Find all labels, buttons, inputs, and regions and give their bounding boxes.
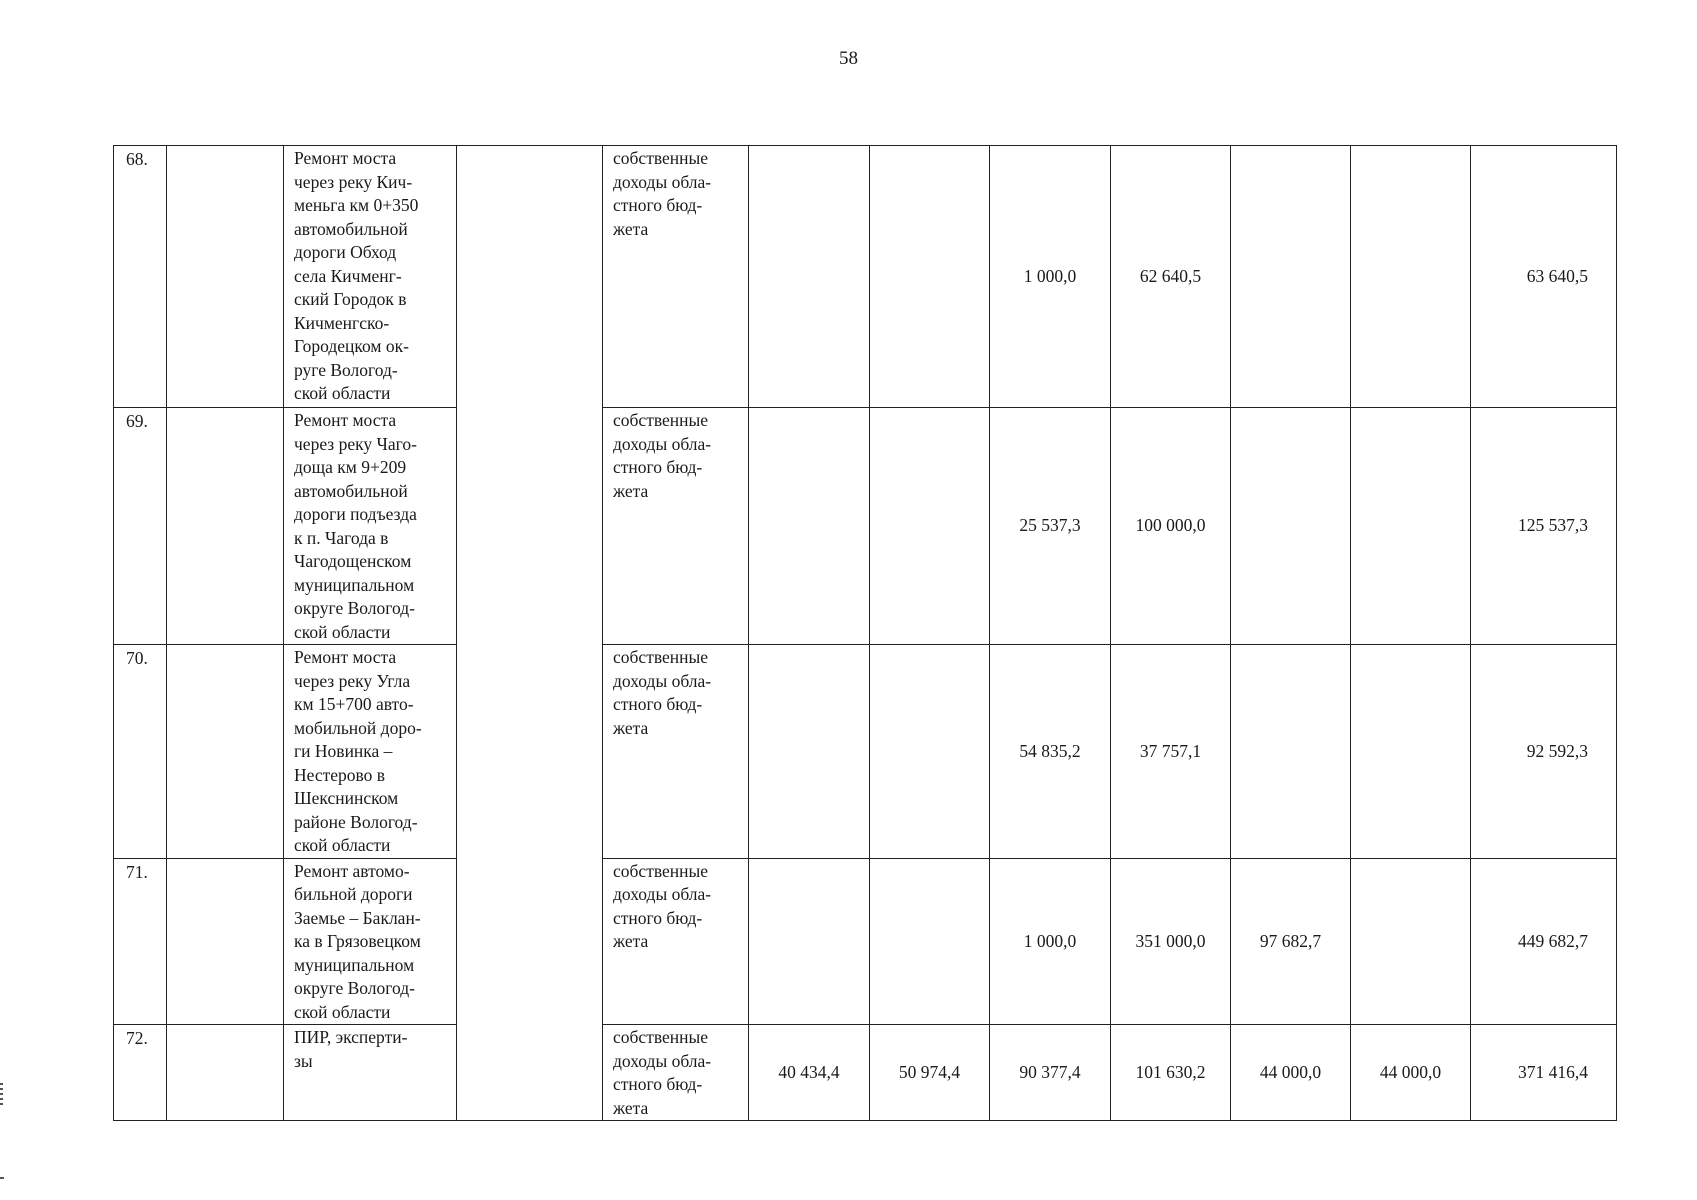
project-name: Ремонт моста через реку Кич- меньга км 0+350 автомобильной дороги Обход села Кичменг- ский Городок в Кичменгско- Городецком ок- руге Вологод- ской области bbox=[284, 146, 457, 408]
value-cell: 1 000,0 bbox=[990, 858, 1111, 1025]
value-cell: 101 630,2 bbox=[1111, 1025, 1231, 1121]
total-cell: 371 416,4 bbox=[1471, 1025, 1617, 1121]
table-row bbox=[114, 408, 1617, 645]
page-number: 58 bbox=[839, 48, 858, 69]
table-row bbox=[114, 146, 1617, 408]
value-cell: 100 000,0 bbox=[1111, 408, 1231, 645]
value-cell: 50 974,4 bbox=[870, 1025, 990, 1121]
value-cell: 90 377,4 bbox=[990, 1025, 1111, 1121]
value-cell bbox=[749, 858, 870, 1025]
budget-table bbox=[113, 145, 1617, 1121]
value-cell bbox=[1231, 408, 1351, 645]
value-cell bbox=[1351, 858, 1471, 1025]
row-number: 68. bbox=[114, 146, 167, 408]
scan-artifact bbox=[0, 1083, 3, 1105]
table-row bbox=[114, 645, 1617, 859]
project-name: Ремонт моста через реку Угла км 15+700 авто- мобильной доро- ги Новинка – Нестерово в Шекснинском районе Вологод- ской области bbox=[284, 645, 457, 859]
table-row bbox=[114, 1025, 1617, 1121]
value-cell: 97 682,7 bbox=[1231, 858, 1351, 1025]
total-cell: 92 592,3 bbox=[1471, 645, 1617, 859]
value-cell bbox=[749, 645, 870, 859]
scan-artifact bbox=[0, 1177, 4, 1179]
funding-source: собственные доходы обла- стного бюд- жета bbox=[603, 858, 749, 1025]
value-cell: 62 640,5 bbox=[1111, 146, 1231, 408]
value-cell bbox=[1231, 146, 1351, 408]
value-cell: 25 537,3 bbox=[990, 408, 1111, 645]
value-cell: 1 000,0 bbox=[990, 146, 1111, 408]
row-number: 72. bbox=[114, 1025, 167, 1121]
funding-source: собственные доходы обла- стного бюд- жета bbox=[603, 146, 749, 408]
value-cell bbox=[870, 146, 990, 408]
value-cell: 351 000,0 bbox=[1111, 858, 1231, 1025]
project-name: Ремонт автомо- бильной дороги Заемье – Баклан- ка в Грязовецком муниципальном округе Вологод- ской области bbox=[284, 858, 457, 1025]
value-cell: 44 000,0 bbox=[1231, 1025, 1351, 1121]
value-cell bbox=[749, 408, 870, 645]
funding-source: собственные доходы обла- стного бюд- жета bbox=[603, 645, 749, 859]
empty-cell bbox=[167, 645, 284, 859]
row-number: 70. bbox=[114, 645, 167, 859]
row-number: 69. bbox=[114, 408, 167, 645]
funding-source: собственные доходы обла- стного бюд- жета bbox=[603, 408, 749, 645]
project-name: ПИР, эксперти- зы bbox=[284, 1025, 457, 1121]
project-name: Ремонт моста через реку Чаго- доща км 9+209 автомобильной дороги подъезда к п. Чагода в Чагодощенском муниципальном округе Вологод- ской области bbox=[284, 408, 457, 645]
empty-cell bbox=[167, 146, 284, 408]
total-cell: 63 640,5 bbox=[1471, 146, 1617, 408]
total-cell: 449 682,7 bbox=[1471, 858, 1617, 1025]
table-row bbox=[114, 858, 1617, 1025]
funding-source: собственные доходы обла- стного бюд- жета bbox=[603, 1025, 749, 1121]
value-cell bbox=[870, 858, 990, 1025]
empty-cell bbox=[167, 408, 284, 645]
row-number: 71. bbox=[114, 858, 167, 1025]
value-cell bbox=[870, 645, 990, 859]
merged-empty-cell bbox=[457, 146, 603, 1121]
value-cell: 40 434,4 bbox=[749, 1025, 870, 1121]
empty-cell bbox=[167, 1025, 284, 1121]
value-cell bbox=[1351, 408, 1471, 645]
value-cell bbox=[1351, 146, 1471, 408]
empty-cell bbox=[167, 858, 284, 1025]
value-cell bbox=[749, 146, 870, 408]
value-cell: 54 835,2 bbox=[990, 645, 1111, 859]
value-cell: 37 757,1 bbox=[1111, 645, 1231, 859]
value-cell bbox=[1231, 645, 1351, 859]
value-cell: 44 000,0 bbox=[1351, 1025, 1471, 1121]
value-cell bbox=[870, 408, 990, 645]
total-cell: 125 537,3 bbox=[1471, 408, 1617, 645]
value-cell bbox=[1351, 645, 1471, 859]
